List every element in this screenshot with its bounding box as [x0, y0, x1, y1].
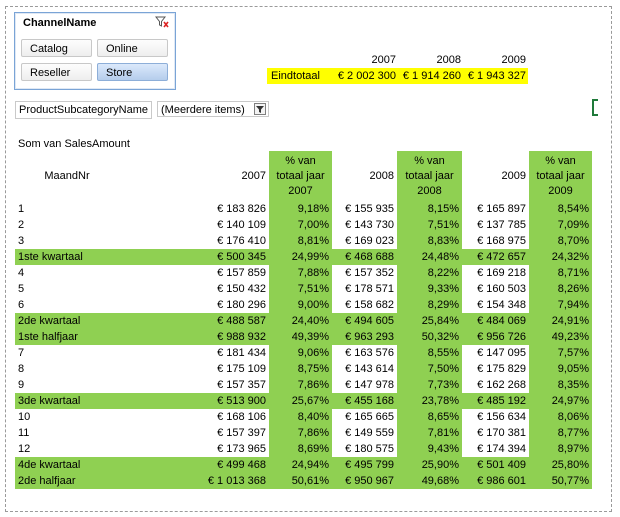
page-filter-value: (Meerdere items) [157, 101, 269, 117]
percent-cell[interactable]: 49,23% [529, 329, 592, 345]
percent-cell[interactable]: 49,68% [397, 473, 462, 489]
percent-cell[interactable]: 9,06% [269, 345, 332, 361]
value-cell[interactable]: € 501 409 [462, 457, 529, 473]
percent-cell[interactable]: 7,88% [269, 265, 332, 281]
percent-cell[interactable]: 9,33% [397, 281, 462, 297]
value-cell[interactable]: € 160 503 [477, 283, 526, 295]
percent-cell[interactable]: 7,86% [269, 377, 332, 393]
value-cell[interactable]: € 1 013 368 [119, 473, 269, 489]
table-row [15, 377, 592, 393]
grand-total-label: Eindtotaal [271, 70, 320, 82]
value-cell[interactable]: € 168 975 [477, 235, 526, 247]
percent-cell[interactable]: 23,78% [397, 393, 462, 409]
pivot-table [15, 151, 592, 489]
total-year-header: 2007 [371, 54, 396, 66]
table-row [15, 361, 592, 377]
percent-cell[interactable]: 7,50% [397, 361, 462, 377]
table-row [15, 297, 592, 313]
subtotal-row [15, 393, 592, 409]
value-cell[interactable]: € 170 381 [477, 427, 526, 439]
row-label[interactable]: 4 [18, 267, 25, 279]
subtotal-row [15, 473, 592, 489]
percent-cell[interactable]: 8,81% [269, 233, 332, 249]
value-cell[interactable]: € 468 688 [332, 249, 397, 265]
percent-cell[interactable]: 8,97% [529, 441, 592, 457]
value-cell[interactable]: € 168 106 [217, 411, 266, 423]
percent-cell[interactable]: 9,05% [529, 361, 592, 377]
row-label[interactable]: 7 [18, 347, 25, 359]
row-label[interactable]: 3 [18, 235, 25, 247]
percent-cell[interactable]: 9,18% [269, 201, 332, 217]
value-cell[interactable]: € 488 587 [119, 313, 269, 329]
value-cell[interactable]: € 175 829 [477, 363, 526, 375]
percent-cell[interactable]: 7,57% [529, 345, 592, 361]
value-cell[interactable]: € 181 434 [217, 347, 266, 359]
column-header: % van totaal jaar 2007 [269, 151, 332, 201]
percent-cell[interactable]: 8,06% [529, 409, 592, 425]
grand-total-value: € 2 002 300 [337, 70, 396, 82]
percent-cell[interactable]: 8,75% [269, 361, 332, 377]
value-cell[interactable]: € 956 726 [462, 329, 529, 345]
row-label[interactable]: 12 [18, 443, 31, 455]
value-cell[interactable]: € 154 348 [477, 299, 526, 311]
row-label[interactable]: 3de kwartaal [15, 393, 119, 409]
row-label[interactable]: 5 [18, 283, 25, 295]
value-cell[interactable]: € 147 095 [477, 347, 526, 359]
value-cell[interactable]: € 165 897 [477, 203, 526, 215]
percent-cell[interactable]: 8,83% [397, 233, 462, 249]
value-cell[interactable]: € 484 069 [462, 313, 529, 329]
value-cell[interactable]: € 169 023 [345, 235, 394, 247]
percent-cell[interactable]: 25,67% [269, 393, 332, 409]
pivot-body [15, 201, 592, 489]
value-cell[interactable]: € 485 192 [462, 393, 529, 409]
slicer-item-reseller[interactable]: Reseller [21, 63, 92, 81]
percent-cell[interactable]: 25,80% [529, 457, 592, 473]
column-header: % van totaal jaar 2009 [529, 151, 592, 201]
row-label[interactable]: 2de halfjaar [15, 473, 119, 489]
row-label[interactable]: 8 [18, 363, 25, 375]
value-cell[interactable]: € 156 634 [477, 411, 526, 423]
clear-filter-icon[interactable] [155, 16, 169, 28]
value-cell[interactable]: € 180 296 [217, 299, 266, 311]
page-filter-field: ProductSubcategoryName [15, 101, 152, 119]
value-cell[interactable]: € 950 967 [332, 473, 397, 489]
value-cell[interactable]: € 157 352 [345, 267, 394, 279]
grand-total-value: € 1 943 327 [467, 70, 526, 82]
row-label[interactable]: 1 [18, 203, 25, 215]
subtotal-row [15, 313, 592, 329]
percent-cell[interactable]: 7,73% [397, 377, 462, 393]
row-field-header: MaandNr [44, 169, 90, 182]
total-year-header: 2008 [436, 54, 461, 66]
value-cell[interactable]: € 169 218 [477, 267, 526, 279]
measure-label: Som van SalesAmount [18, 138, 130, 150]
value-cell[interactable]: € 143 730 [345, 219, 394, 231]
percent-cell[interactable]: 7,81% [397, 425, 462, 441]
percent-cell[interactable]: 8,29% [397, 297, 462, 313]
slicer-item-online[interactable]: Online [97, 39, 168, 57]
row-label[interactable]: 4de kwartaal [15, 457, 119, 473]
row-label[interactable]: 1ste halfjaar [15, 329, 119, 345]
percent-cell[interactable]: 7,51% [397, 217, 462, 233]
percent-cell[interactable]: 8,40% [269, 409, 332, 425]
table-row [15, 233, 592, 249]
table-row [15, 201, 592, 217]
percent-cell[interactable]: 24,99% [269, 249, 332, 265]
value-cell[interactable]: € 986 601 [462, 473, 529, 489]
percent-cell[interactable]: 24,40% [269, 313, 332, 329]
percent-cell[interactable]: 49,39% [269, 329, 332, 345]
column-header: 2008 [369, 169, 394, 182]
filter-icon [255, 104, 265, 114]
percent-cell[interactable]: 50,77% [529, 473, 592, 489]
value-cell[interactable]: € 178 571 [345, 283, 394, 295]
value-cell[interactable]: € 155 935 [345, 203, 394, 215]
value-cell[interactable]: € 157 357 [217, 379, 266, 391]
table-row [15, 217, 592, 233]
column-header: % van totaal jaar 2008 [397, 151, 462, 201]
slicer-title: ChannelName [23, 17, 97, 29]
value-cell[interactable]: € 500 345 [119, 249, 269, 265]
row-label[interactable]: 2 [18, 219, 25, 231]
slicer-item-catalog[interactable]: Catalog [21, 39, 92, 57]
value-cell[interactable]: € 143 614 [345, 363, 394, 375]
value-cell[interactable]: € 157 859 [217, 267, 266, 279]
value-cell[interactable]: € 157 397 [217, 427, 266, 439]
value-cell[interactable]: € 173 965 [217, 443, 266, 455]
table-row [15, 345, 592, 361]
percent-cell[interactable]: 7,51% [269, 281, 332, 297]
cell-selection-marker [592, 99, 598, 116]
value-cell[interactable]: € 180 575 [345, 443, 394, 455]
value-cell[interactable]: € 963 293 [332, 329, 397, 345]
percent-cell[interactable]: 9,00% [269, 297, 332, 313]
percent-cell[interactable]: 50,32% [397, 329, 462, 345]
row-label[interactable]: 9 [18, 379, 25, 391]
percent-cell[interactable]: 8,15% [397, 201, 462, 217]
value-cell[interactable]: € 147 978 [345, 379, 394, 391]
percent-cell[interactable]: 7,00% [269, 217, 332, 233]
percent-cell[interactable]: 24,97% [529, 393, 592, 409]
percent-cell[interactable]: 8,35% [529, 377, 592, 393]
percent-cell[interactable]: 8,70% [529, 233, 592, 249]
subtotal-row [15, 329, 592, 345]
percent-cell[interactable]: 9,43% [397, 441, 462, 457]
percent-cell[interactable]: 7,94% [529, 297, 592, 313]
value-cell[interactable]: € 513 900 [119, 393, 269, 409]
value-cell[interactable]: € 472 657 [462, 249, 529, 265]
value-cell[interactable]: € 175 109 [217, 363, 266, 375]
percent-cell[interactable]: 8,22% [397, 265, 462, 281]
pivot-header-row [15, 151, 592, 201]
percent-cell[interactable]: 8,55% [397, 345, 462, 361]
table-row [15, 409, 592, 425]
row-label[interactable]: 11 [18, 427, 30, 439]
column-header: 2009 [501, 169, 526, 182]
row-label[interactable]: 6 [18, 299, 25, 311]
table-row [15, 425, 592, 441]
value-cell[interactable]: € 150 432 [217, 283, 266, 295]
percent-cell[interactable]: 8,54% [529, 201, 592, 217]
channelname-slicer [14, 12, 176, 90]
percent-cell[interactable]: 8,69% [269, 441, 332, 457]
percent-cell[interactable]: 24,91% [529, 313, 592, 329]
percent-cell[interactable]: 24,32% [529, 249, 592, 265]
value-cell[interactable]: € 158 682 [345, 299, 394, 311]
table-row [15, 441, 592, 457]
value-cell[interactable]: € 495 799 [332, 457, 397, 473]
value-cell[interactable]: € 183 826 [217, 203, 266, 215]
value-cell[interactable]: € 149 559 [345, 427, 394, 439]
value-cell[interactable]: € 140 109 [217, 219, 266, 231]
filter-dropdown-button[interactable] [254, 103, 266, 115]
slicer-item-store[interactable]: Store [97, 63, 168, 81]
value-cell[interactable]: € 165 665 [345, 411, 394, 423]
percent-cell[interactable]: 24,48% [397, 249, 462, 265]
percent-cell[interactable]: 24,94% [269, 457, 332, 473]
row-label[interactable]: 1ste kwartaal [15, 249, 119, 265]
value-cell[interactable]: € 988 932 [119, 329, 269, 345]
percent-cell[interactable]: 8,71% [529, 265, 592, 281]
value-cell[interactable]: € 176 410 [217, 235, 266, 247]
value-cell[interactable]: € 174 394 [477, 443, 526, 455]
percent-cell[interactable]: 25,90% [397, 457, 462, 473]
percent-cell[interactable]: 8,77% [529, 425, 592, 441]
value-cell[interactable]: € 455 168 [332, 393, 397, 409]
grand-total-value: € 1 914 260 [402, 70, 461, 82]
value-cell[interactable]: € 137 785 [477, 219, 526, 231]
table-row [15, 265, 592, 281]
value-cell[interactable]: € 494 605 [332, 313, 397, 329]
total-year-header: 2009 [501, 54, 526, 66]
percent-cell[interactable]: 7,86% [269, 425, 332, 441]
percent-cell[interactable]: 8,26% [529, 281, 592, 297]
percent-cell[interactable]: 25,84% [397, 313, 462, 329]
percent-cell[interactable]: 50,61% [269, 473, 332, 489]
percent-cell[interactable]: 8,65% [397, 409, 462, 425]
table-row [15, 281, 592, 297]
subtotal-row [15, 249, 592, 265]
row-label[interactable]: 10 [18, 411, 31, 423]
value-cell[interactable]: € 163 576 [345, 347, 394, 359]
value-cell[interactable]: € 162 268 [477, 379, 526, 391]
percent-cell[interactable]: 7,09% [529, 217, 592, 233]
row-label[interactable]: 2de kwartaal [15, 313, 119, 329]
subtotal-row [15, 457, 592, 473]
value-cell[interactable]: € 499 468 [119, 457, 269, 473]
column-header: 2007 [241, 169, 266, 182]
